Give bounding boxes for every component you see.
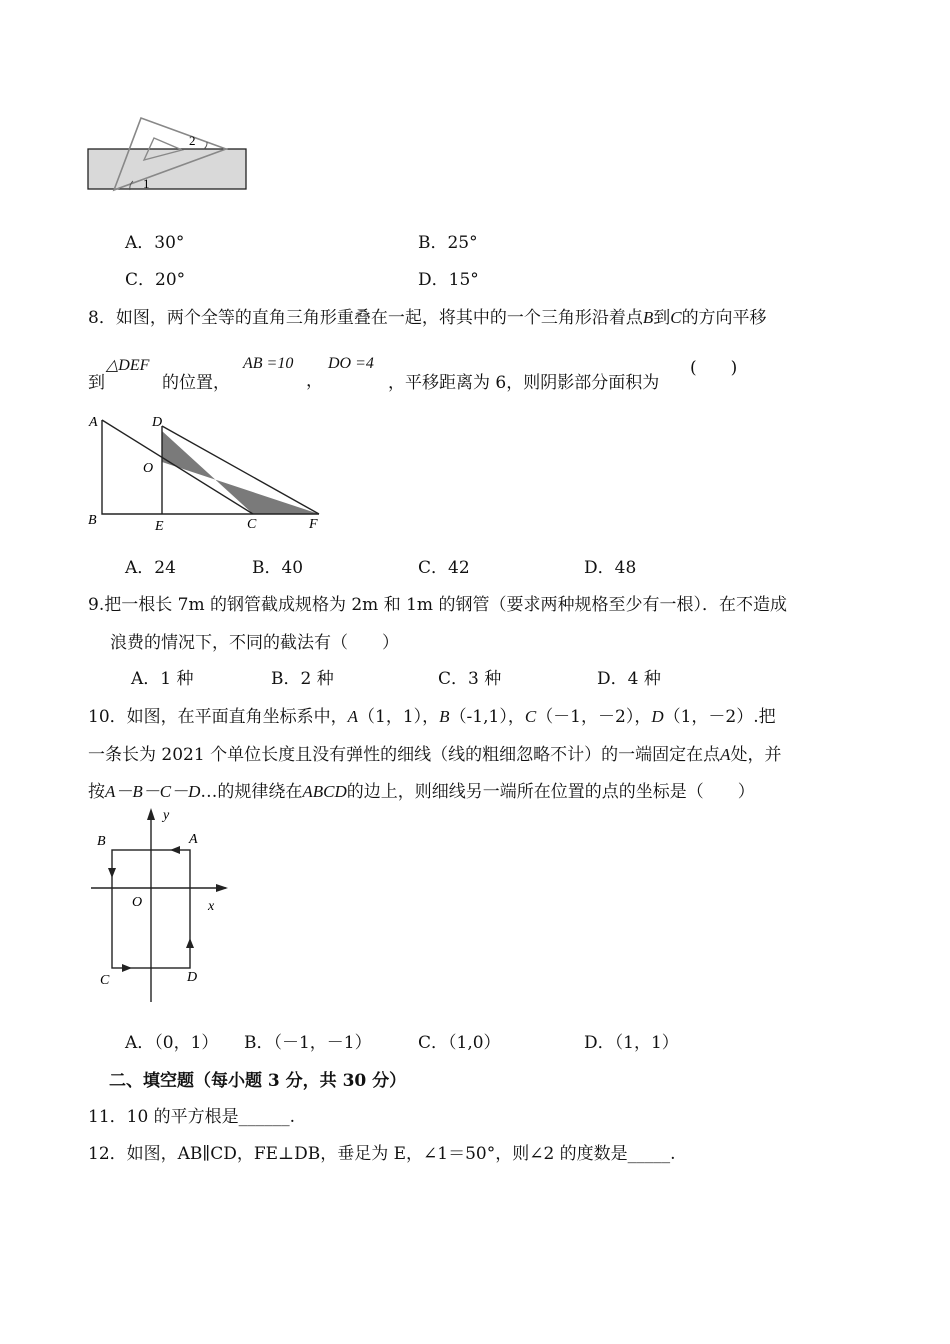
point-c: C: [670, 308, 682, 327]
label-f: F: [309, 517, 318, 532]
q9-option-d[interactable]: D．4 种: [597, 669, 661, 689]
q7-figure: [86, 108, 251, 194]
label-c: C: [247, 517, 257, 532]
q8-do-expr: DO =4: [328, 355, 374, 372]
q9-stem-line1: 9.把一根长 7m 的钢管截成规格为 2m 和 1m 的钢管（要求两种规格至少有一根）．在不造成: [88, 595, 787, 615]
q9-option-b[interactable]: B．2 种: [271, 669, 334, 689]
q8-figure: [85, 410, 330, 538]
label-d: D: [187, 970, 198, 985]
q10-option-c[interactable]: C．（1,0）: [418, 1033, 501, 1053]
label-e: E: [155, 519, 164, 534]
q8-answer-paren: ( ): [690, 358, 738, 378]
q10-stem-line3: 按A－B－C－D…的规律绕在ABCD的边上，则细线另一端所在位置的点的坐标是（ ）: [88, 782, 755, 802]
y-axis-arrow: [147, 808, 155, 820]
angle-2-label: 2: [189, 133, 196, 148]
q8-option-b[interactable]: B．40: [252, 558, 304, 578]
arrow-d-to-a: [186, 938, 194, 948]
label-x: x: [208, 899, 215, 914]
q8-stem-tail: ，平移距离为 6，则阴影部分面积为: [388, 373, 660, 393]
q8-triangle-def: △DEF: [106, 357, 150, 374]
label-d: D: [152, 415, 163, 430]
angle-1-label: 1: [143, 176, 150, 191]
q10-figure: [86, 806, 236, 1006]
q8-comma: ，: [306, 371, 323, 391]
triangle-abc-sides: [102, 420, 319, 514]
q10-stem-line2: 一条长为 2021 个单位长度且没有弹性的细线（线的粗细忽略不计）的一端固定在点A处，并: [88, 745, 782, 765]
label-y: y: [163, 808, 170, 823]
angle-2-arc: [204, 142, 207, 149]
q8-ab-expr: AB =10: [243, 355, 294, 372]
q7-option-b[interactable]: B．25°: [418, 233, 478, 253]
q10-stem-line1: 10．如图，在平面直角坐标系中，A（1，1），B（-1,1），C（－1，－2），D（1，－2）.把: [88, 707, 776, 727]
q7-option-c[interactable]: C．20°: [125, 270, 186, 290]
q8-stem-line1: 8．如图，两个全等的直角三角形重叠在一起，将其中的一个三角形沿着点B到C的方向平移: [88, 308, 767, 328]
q8-option-d[interactable]: D．48: [584, 558, 637, 578]
q8-stem-position: 的位置，: [162, 373, 230, 393]
q11-stem: 11．10 的平方根是______.: [88, 1107, 296, 1127]
label-c: C: [100, 973, 110, 988]
arrow-c-to-d: [122, 964, 132, 972]
arrow-a-to-b: [170, 846, 180, 854]
q8-stem-dao: 到: [88, 373, 105, 393]
point-b: B: [642, 308, 654, 327]
q10-option-b[interactable]: B．（－1，－1）: [244, 1033, 372, 1053]
q10-option-a[interactable]: A．（0，1）: [125, 1033, 219, 1053]
label-a: A: [89, 415, 98, 430]
q8-option-c[interactable]: C．42: [418, 558, 470, 578]
label-o: O: [132, 895, 143, 910]
q9-option-a[interactable]: A．1 种: [131, 669, 194, 689]
label-o: O: [143, 461, 154, 476]
q12-stem: 12．如图，AB∥CD，FE⊥DB，垂足为 E，∠1＝50°，则∠2 的度数是_____.: [88, 1144, 676, 1164]
section-2-title: 二、填空题（每小题 3 分，共 30 分）: [109, 1071, 407, 1091]
q7-option-a[interactable]: A．30°: [125, 233, 185, 253]
label-a: A: [189, 832, 198, 847]
label-b: B: [88, 513, 97, 528]
ruler: [88, 149, 246, 189]
x-axis-arrow: [216, 884, 228, 892]
q10-option-d[interactable]: D．（1，1）: [584, 1033, 679, 1053]
q9-option-c[interactable]: C．3 种: [438, 669, 502, 689]
arrow-b-to-c: [108, 868, 116, 878]
label-b: B: [97, 834, 106, 849]
q7-option-d[interactable]: D．15°: [418, 270, 479, 290]
q9-stem-line2: 浪费的情况下，不同的截法有（ ）: [110, 633, 399, 653]
q8-option-a[interactable]: A．24: [125, 558, 176, 578]
